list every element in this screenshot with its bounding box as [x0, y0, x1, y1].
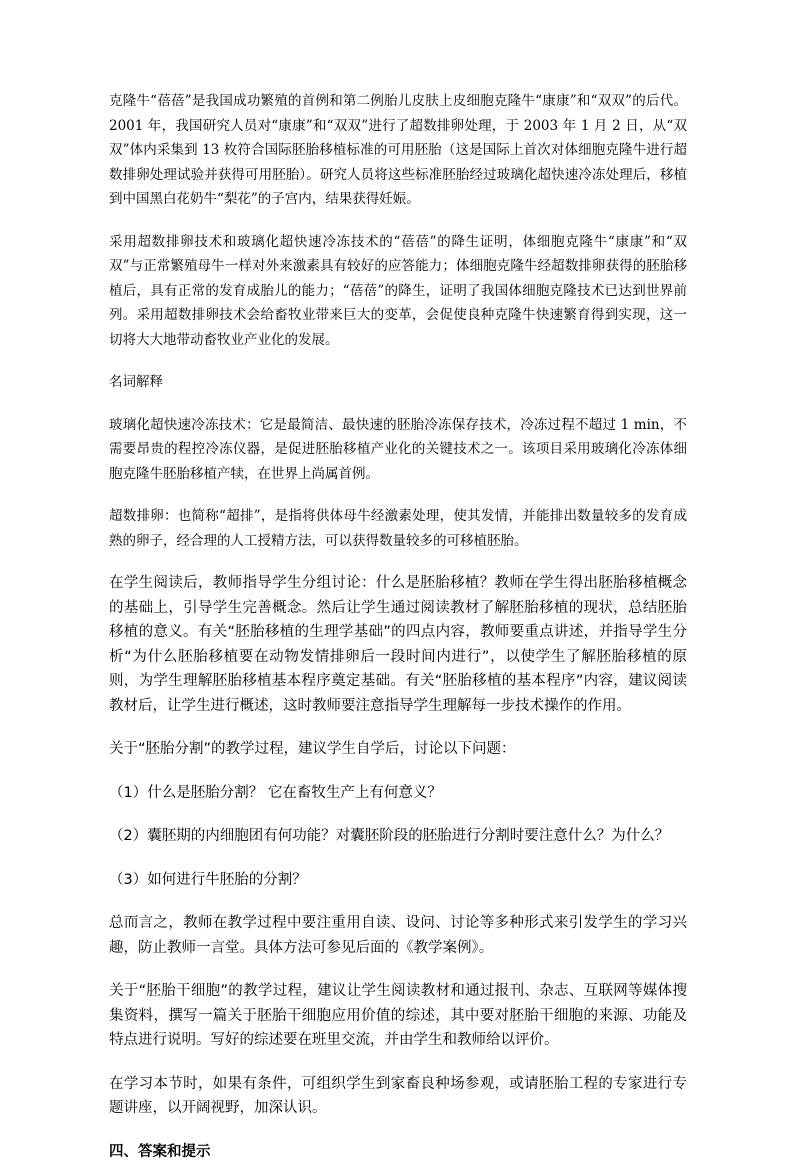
question-3: （3）如何进行牛胚胎的分割？ — [109, 871, 307, 888]
term-explanation-heading: 名词解释 — [109, 374, 163, 390]
paragraph-summary: 总而言之，教师在教学过程中要注重用自读、设问、讨论等多种形式来引发学生的学习兴趣，防止教师一言堂。具体方法可参见后面的《教学案例》。 — [109, 915, 687, 956]
term-superovulation: 超数排卵：也简称“超排”，是指将供体母牛经激素处理，使其发情，并能排出数量较多的发育成熟的卵子，经合理的人工授精方法，可以获得数量较多的可移植胚胎。 — [109, 508, 687, 549]
paragraph-field-visit: 在学习本节时，如果有条件，可组织学生到家畜良种场参观，或请胚胎工程的专家进行专题讲座，以开阔视野，加深认识。 — [109, 1075, 687, 1116]
term-vitrification: 玻璃化超快速冷冻技术：它是最简洁、最快速的胚胎冷冻保存技术，冷冻过程不超过 1 min，不需要昂贵的程控冷冻仪器，是促进胚胎移植产业化的关键技术之一。该项目采用玻璃化冷冻体细胞克隆牛胚胎移植产犊，在世界上尚属首例。 — [109, 416, 687, 482]
question-2: （2）囊胚期的内细胞团有何功能？对囊胚阶段的胚胎进行分割时要注意什么？为什么？ — [109, 828, 670, 844]
section-heading-answers: 四、答案和提示 — [109, 1143, 211, 1160]
question-1: （1）什么是胚胎分割？ 它在畜牧生产上有何意义？ — [109, 784, 442, 801]
paragraph-stem-cell-teaching: 关于“胚胎干细胞”的教学过程，建议让学生阅读教材和通过报刊、杂志、互联网等媒体搜集资料，撰写一篇关于胚胎干细胞应用价值的综述，其中要对胚胎干细胞的来源、功能及特点进行说明。写好的综述要在班里交流，并由学生和教师给以评价。 — [109, 983, 687, 1048]
paragraph-embryo-transfer-teaching: 在学生阅读后，教师指导学生分组讨论：什么是胚胎移植？教师在学生得出胚胎移植概念的基础上，引导学生完善概念。然后让学生通过阅读教材了解胚胎移植的现状，总结胚胎移植的意义。有关“胚胎移植的生理学基础”的四点内容，教师要重点讲述，并指导学生分析“为什么胚胎移植要在动物发情排卵后一段时间内进行”，以使学生了解胚胎移植的原则，为学生理解胚胎移植基本程序奠定基础。有关“胚胎移植的基本程序”内容，建议阅读教材后，让学生进行概述，这时教师要注意指导学生理解每一步技术操作的作用。 — [109, 575, 687, 714]
document-page — [109, 89, 687, 1164]
paragraph-embryo-splitting-intro: 关于“胚胎分割”的教学过程，建议学生自学后，讨论以下问题： — [109, 741, 516, 757]
paragraph-beibei-origin: 克隆牛“蓓蓓”是我国成功繁殖的首例和第二例胎儿皮肤上皮细胞克隆牛“康康”和“双双”的后代。2001 年，我国研究人员对“康康”和“双双”进行了超数排卵处理，于 2003 年 1 月 2 日，从“双双”体内采集到 13 枚符合国际胚胎移植标准的可用胚胎（这是国际上首次对体细胞克隆牛进行超数排卵处理试验并获得可用胚胎）。研究人员将这些标准胚胎经过玻璃化超快速冷冻处理后，移植到中国黑白花奶牛“梨花”的子宫内，结果获得妊娠。 — [109, 93, 687, 207]
paragraph-beibei-significance: 采用超数排卵技术和玻璃化超快速冷冻技术的“蓓蓓”的降生证明，体细胞克隆牛“康康”和“双双”与正常繁殖母牛一样对外来激素具有较好的应答能力；体细胞克隆牛经超数排卵获得的胚胎移植后，具有正常的发育成胎儿的能力；“蓓蓓”的降生，证明了我国体细胞克隆技术已达到世界前列。采用超数排卵技术会给畜牧业带来巨大的变革，会促使良种克隆牛快速繁育得到实现，这一切将大大地带动畜牧业产业化的发展。 — [109, 233, 687, 348]
